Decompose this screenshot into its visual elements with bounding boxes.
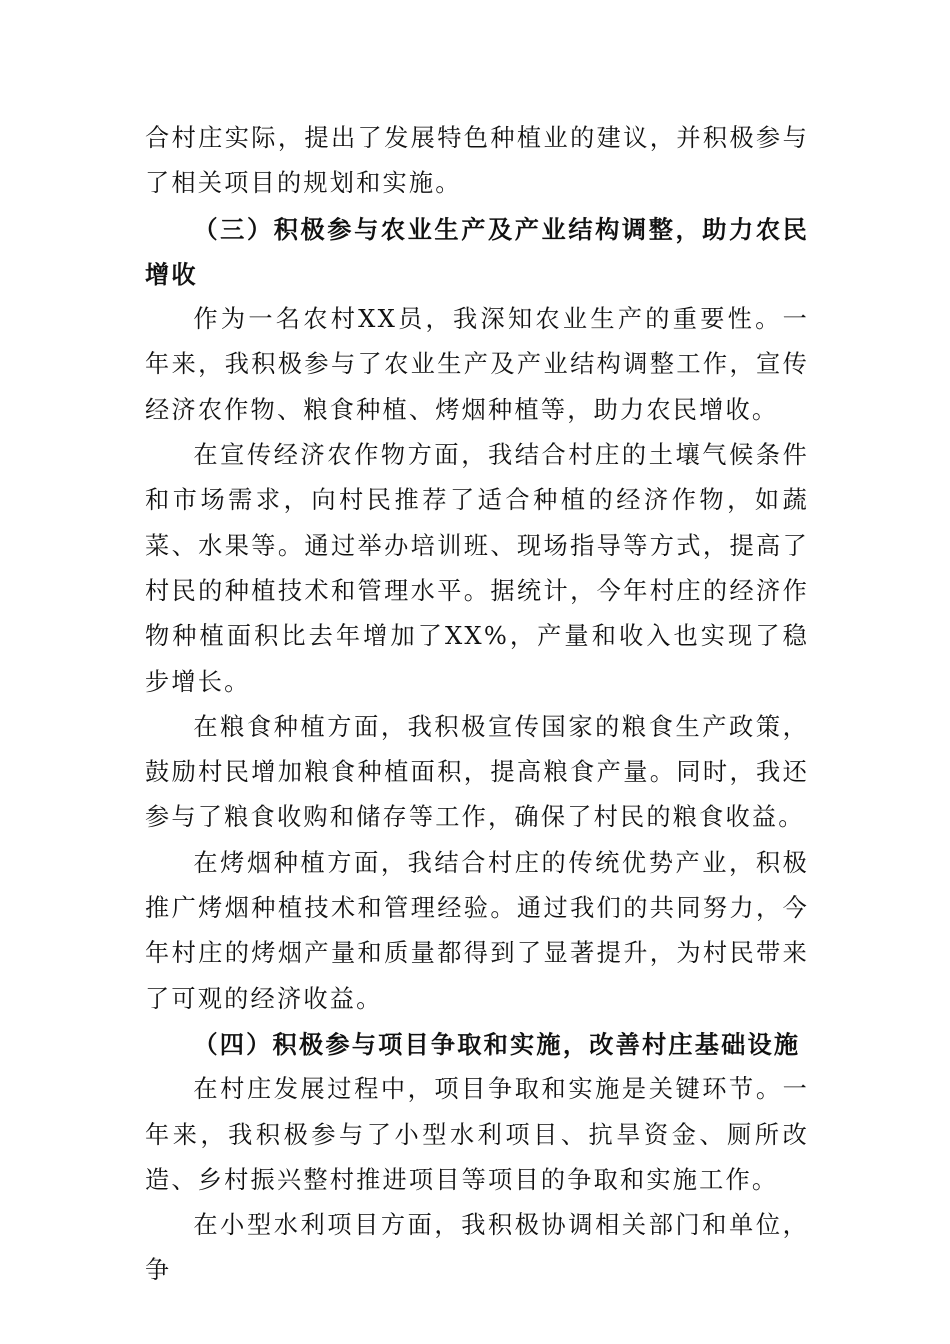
paragraph: 在小型水利项目方面，我积极协调相关部门和单位，争 <box>145 1211 809 1285</box>
section-heading-4: （四）积极参与项目争取和实施，改善村庄基础设施 <box>193 1029 801 1059</box>
paragraph: 在村庄发展过程中，项目争取和实施是关键环节。一年来，我积极参与了小型水利项目、抗旱资金、厕所改造、乡村振兴整村推进项目等项目的争取和实施工作。 <box>145 1075 809 1194</box>
section-heading-3: （三）积极参与农业生产及产业结构调整，助力农民增收 <box>145 214 809 289</box>
paragraph: 在烤烟种植方面，我结合村庄的传统优势产业，积极推广烤烟种植技术和管理经验。通过我们的共同努力，今年村庄的烤烟产量和质量都得到了显著提升，为村民带来了可观的经济收益。 <box>145 848 809 1013</box>
paragraph: 在宣传经济农作物方面，我结合村庄的土壤气候条件和市场需求，向村民推荐了适合种植的经济作物，如蔬菜、水果等。通过举办培训班、现场指导等方式，提高了村民的种植技术和管理水平。据统计，今年村庄的经济作物种植面积比去年增加了XX%，产量和收入也实现了稳步增长。 <box>145 441 809 696</box>
document-body <box>145 116 809 1294</box>
paragraph: 作为一名农村XX员，我深知农业生产的重要性。一年来，我积极参与了农业生产及产业结构调整工作，宣传经济农作物、粮食种植、烤烟种植等，助力农民增收。 <box>145 305 809 424</box>
paragraph-continued: 合村庄实际，提出了发展特色种植业的建议，并积极参与了相关项目的规划和实施。 <box>145 124 809 198</box>
paragraph: 在粮食种植方面，我积极宣传国家的粮食生产政策，鼓励村民增加粮食种植面积，提高粮食产量。同时，我还参与了粮食收购和储存等工作，确保了村民的粮食收益。 <box>145 712 809 832</box>
